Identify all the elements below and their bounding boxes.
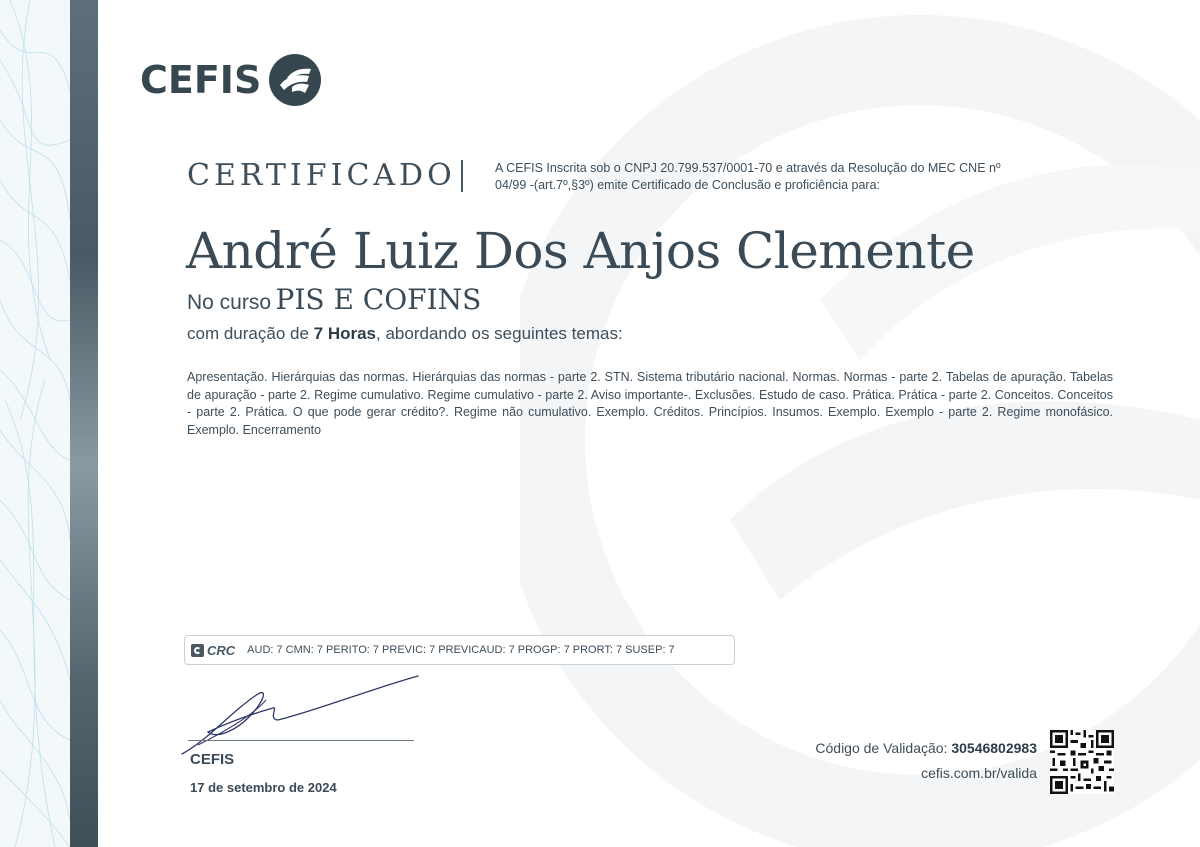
brand-name: CEFIS — [140, 58, 262, 102]
qr-code-icon[interactable] — [1050, 730, 1114, 794]
crc-credits-box — [184, 635, 735, 665]
validation-url[interactable]: cefis.com.br/valida — [921, 765, 1037, 781]
duration-prefix: com duração de — [187, 324, 314, 343]
crc-label: CRC — [207, 642, 236, 658]
certificate-title: CERTIFICADO — [187, 158, 456, 193]
left-decorative-bar — [70, 0, 98, 847]
title-divider — [461, 160, 463, 192]
crc-credit-values: AUD: 7 CMN: 7 PERITO: 7 PREVIC: 7 PREVICAUD: 7 PROGP: 7 PRORT: 7 SUSEP: 7 — [247, 644, 675, 656]
validation-block — [815, 740, 1037, 781]
recipient-name: André Luiz Dos Anjos Clemente — [186, 222, 975, 280]
validation-code-line — [815, 740, 1037, 756]
course-name: PIS E COFINS — [275, 283, 482, 316]
signer-name: CEFIS — [190, 751, 235, 768]
crc-logo-icon — [191, 644, 204, 657]
validation-label: Código de Validação: — [815, 740, 952, 756]
duration-suffix: , abordando os seguintes temas: — [376, 324, 623, 343]
handwritten-signature — [178, 670, 428, 760]
duration-value: 7 Horas — [313, 324, 377, 343]
course-topics: Apresentação. Hierárquias das normas. Hierárquias das normas - parte 2. STN. Sistema tributário nacional. Normas. Normas - parte 2. Tabelas de apuração. Tabelas de apuração - parte 2. Regime cumulativo. Regime cumulativo - parte 2. Aviso importante-. Exclusões. Estudo de caso. Prática. Prática - parte 2. Conceitos. Conceitos - parte 2. Prática. O que pode gerar crédito?. Regime não cumulativo. Exemplo. Créditos. Princípios. Insumos. Exemplo. Exemplo - parte 2. Regime monofásico. Exemplo. Encerramento — [187, 370, 1113, 437]
validation-code: 30546802983 — [951, 740, 1037, 756]
cefis-book-emblem-icon — [267, 52, 323, 108]
duration-line — [187, 324, 623, 344]
decorative-line-pattern — [0, 0, 70, 847]
cefis-logo — [140, 52, 323, 108]
signature-line — [188, 740, 414, 741]
course-prefix: No curso — [187, 291, 272, 314]
issue-date: 17 de setembro de 2024 — [190, 780, 337, 795]
issuer-statement: A CEFIS Inscrita sob o CNPJ 20.799.537/0001-70 e através da Resolução do MEC CNE nº 04/99 -(art.7º,§3º) emite Certificado de Conclusão e proficiência para: — [495, 161, 1001, 192]
crc-logo — [191, 643, 235, 658]
course-line — [187, 283, 481, 316]
